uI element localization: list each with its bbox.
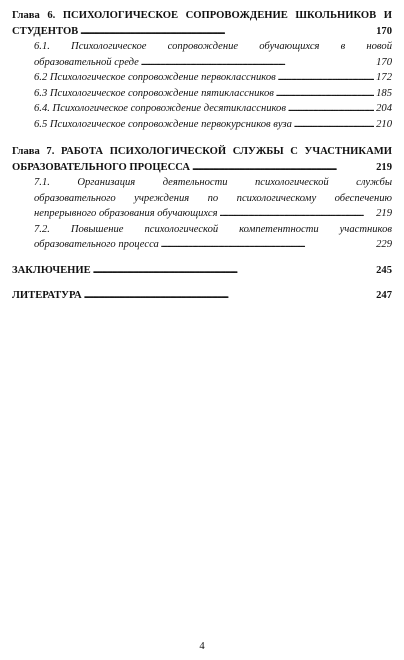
section-6-4-page: 204	[376, 103, 392, 114]
dot-leader	[288, 101, 374, 117]
section-6-5-page: 210	[376, 118, 392, 130]
dot-leader	[192, 160, 374, 176]
section-6-3-title: 6.3 Психологическое сопровождение пятиклассников	[34, 87, 274, 99]
section-6-4-title: 6.4. Психологическое сопровождение десятиклассников	[34, 103, 286, 114]
literature-title: ЛИТЕРАТУРА	[12, 290, 82, 301]
toc-chapter-6[interactable]	[12, 8, 392, 39]
dot-leader	[278, 70, 374, 86]
section-6-1-line1: 6.1. Психологическое сопровождение обучающихся в новой	[34, 41, 392, 52]
dot-leader	[93, 263, 374, 279]
dot-leader	[141, 55, 374, 71]
chapter-7-title-line1: Глава 7. РАБОТА ПСИХОЛОГИЧЕСКОЙ СЛУЖБЫ С УЧАСТНИКАМИ	[12, 146, 392, 157]
section-7-2-line1: 7.2. Повышение психологической компетентности участников	[34, 223, 392, 235]
section-6-1-page: 170	[376, 56, 392, 68]
section-7-2-line2: образовательного процесса	[34, 239, 159, 250]
section-6-1-line2: образовательной среде	[34, 56, 139, 68]
section-6-3-page: 185	[376, 87, 392, 99]
chapter-6-title-line2: СТУДЕНТОВ	[12, 25, 79, 37]
section-6-5-title: 6.5 Психологическое сопровождение первокурсников вуза	[34, 118, 292, 130]
chapter-6-page: 170	[376, 25, 392, 37]
dot-leader	[84, 288, 374, 304]
conclusion-title: ЗАКЛЮЧЕНИЕ	[12, 264, 91, 276]
section-7-1-line3: непрерывного образования обучающихся	[34, 208, 218, 219]
toc-section-7-2[interactable]	[12, 222, 392, 253]
literature-page: 247	[376, 290, 392, 301]
toc-section-6-2[interactable]	[12, 70, 392, 86]
section-6-2-page: 172	[376, 72, 392, 83]
toc-section-6-4[interactable]	[12, 101, 392, 117]
dot-leader	[276, 86, 374, 102]
section-7-1-line1: 7.1. Организация деятельности психологической службы	[34, 177, 392, 188]
dot-leader	[220, 206, 375, 222]
dot-leader	[294, 117, 374, 133]
chapter-7-title-line2: ОБРАЗОВАТЕЛЬНОГО ПРОЦЕССА	[12, 161, 191, 173]
toc-conclusion[interactable]	[12, 263, 392, 279]
dot-leader	[80, 24, 374, 40]
toc-chapter-7[interactable]	[12, 144, 392, 175]
table-of-contents	[12, 8, 392, 304]
toc-section-7-1[interactable]	[12, 175, 392, 222]
section-7-2-page: 229	[376, 239, 392, 250]
chapter-7-page: 219	[376, 161, 392, 173]
toc-section-6-3[interactable]	[12, 86, 392, 102]
section-7-1-page: 219	[376, 208, 392, 219]
toc-section-6-1[interactable]	[12, 39, 392, 70]
dot-leader	[161, 237, 374, 253]
page-number: 4	[199, 641, 205, 652]
chapter-6-title-line1: Глава 6. ПСИХОЛОГИЧЕСКОЕ СОПРОВОЖДЕНИЕ ШКОЛЬНИКОВ И	[12, 10, 392, 21]
toc-section-6-5[interactable]	[12, 117, 392, 133]
section-6-2-title: 6.2 Психологическое сопровождение первоклассников	[34, 72, 276, 83]
section-7-1-line2: образовательного учреждения по психологическому обеспечению	[34, 192, 392, 204]
conclusion-page: 245	[376, 264, 392, 276]
toc-literature[interactable]	[12, 288, 392, 304]
